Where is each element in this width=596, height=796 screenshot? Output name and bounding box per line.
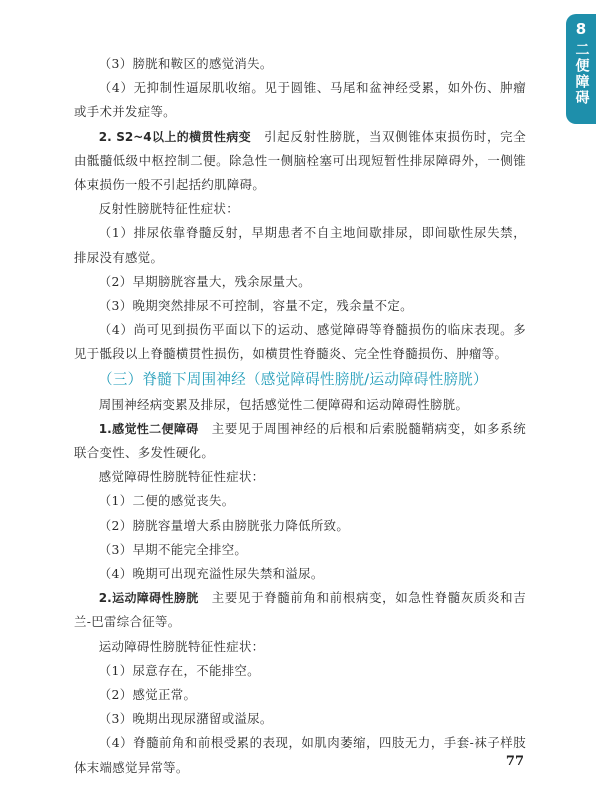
chapter-side-tab <box>566 14 596 124</box>
paragraph: （1）二便的感觉丧失。 <box>98 493 235 509</box>
paragraph: （2）早期膀胱容量大，残余尿量大。 <box>98 273 311 289</box>
subsection-lead: 2.运动障碍性膀胱 <box>98 591 199 606</box>
paragraph: （4）晚期可出现充溢性尿失禁和溢尿。 <box>98 566 324 582</box>
paragraph: 感觉障碍性膀胱特征性症状： <box>98 469 265 485</box>
paragraph: 周围神经病变累及排尿，包括感觉性二便障碍和运动障碍性膀胱。 <box>98 396 469 412</box>
subsection-lead: 1.感觉性二便障碍 <box>98 421 199 436</box>
paragraph: （2）感觉正常。 <box>98 687 197 703</box>
section-heading: （三）脊髓下周围神经（感觉障碍性膀胱/运动障碍性膀胱） <box>98 370 488 388</box>
paragraph: （1）排尿依靠脊髓反射，早期患者不自主地间歇排尿，即间歇性尿失禁，排尿没有感觉。 <box>74 225 526 265</box>
paragraph: （3）膀胱和鞍区的感觉消失。 <box>98 56 273 71</box>
paragraph: （4）尚可见到损伤平面以下的运动、感觉障碍等脊髓损伤的临床表现。多见于骶段以上脊髓横贯性损伤，如横贯性脊髓炎、完全性脊髓损伤、肿瘤等。 <box>74 322 526 362</box>
paragraph: 2.运动障碍性膀胱 主要见于脊髓前角和前根病变，如急性脊髓灰质炎和吉兰-巴雷综合征等。 <box>74 590 526 630</box>
paragraph: 2. S2~4以上的横贯性病变 引起反射性膀胱，当双侧锥体束损伤时，完全由骶髓低级中枢控制二便。除急性一侧脑栓塞可出现短暂性排尿障碍外，一侧锥体束损伤一般不引起括约肌障碍。 <box>74 128 526 193</box>
page-number: 77 <box>505 754 524 769</box>
paragraph: （3）晚期突然排尿不可控制，容量不定，残余量不定。 <box>98 298 413 314</box>
paragraph: （4）无抑制性逼尿肌收缩。见于圆锥、马尾和盆神经受累，如外伤、肿瘤或手术并发症等。 <box>74 80 526 120</box>
paragraph: 运动障碍性膀胱特征性症状： <box>98 638 265 654</box>
paragraph: 1.感觉性二便障碍 主要见于周围神经的后根和后索脱髓鞘病变，如多系统联合变性、多发性硬化。 <box>74 420 526 461</box>
page-body <box>74 52 526 780</box>
subsection-lead: 2. S2~4以上的横贯性病变 <box>98 129 251 144</box>
paragraph: （3）早期不能完全排空。 <box>98 541 248 557</box>
paragraph: 反射性膀胱特征性症状： <box>98 201 239 217</box>
paragraph: （3）晚期出现尿潴留或溢尿。 <box>98 711 273 727</box>
paragraph: （4）脊髓前角和前根受累的表现，如肌肉萎缩，四肢无力，手套-袜子样肢体末端感觉异常等。 <box>74 735 526 775</box>
paragraph: （1）尿意存在，不能排空。 <box>98 662 260 678</box>
chapter-title: 二便障碍 <box>573 42 590 106</box>
chapter-number: 8 <box>575 20 587 38</box>
paragraph: （2）膀胱容量增大系由膀胱张力降低所致。 <box>98 517 350 533</box>
